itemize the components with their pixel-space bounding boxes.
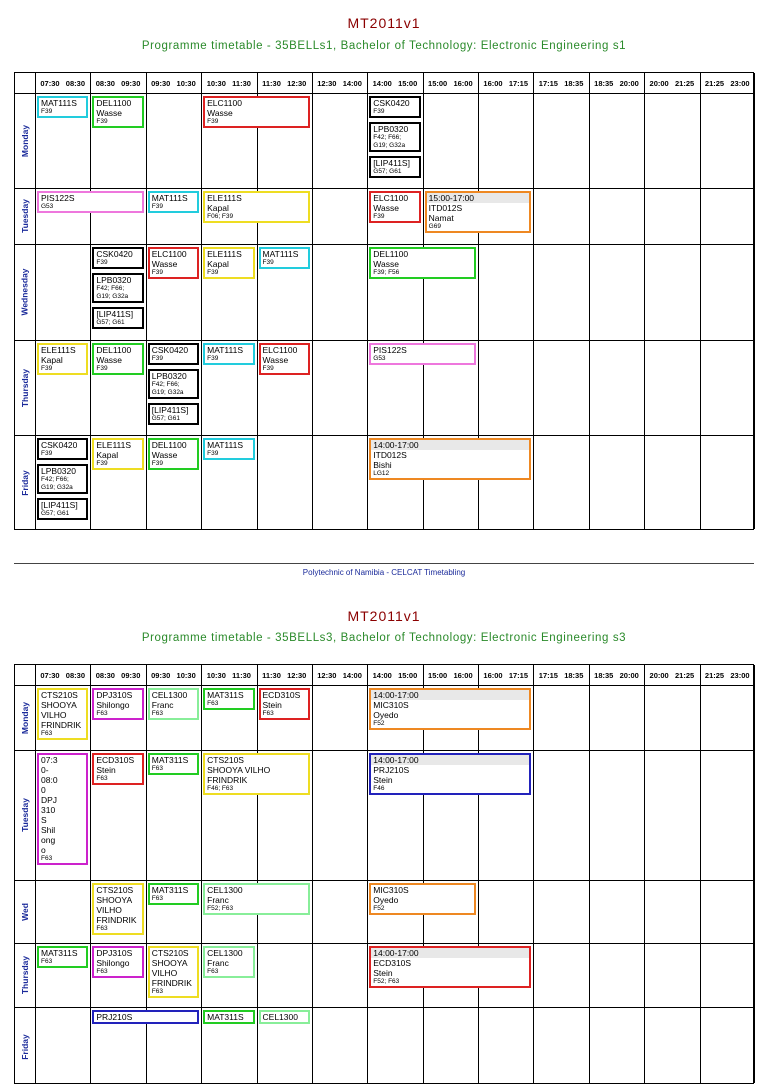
class-detail: VILHO (41, 710, 67, 720)
time-slot-header: 14:00 15:00 (372, 78, 418, 88)
class-block[interactable] (37, 464, 88, 494)
class-detail: ECD310S (262, 690, 301, 700)
class-block[interactable] (203, 753, 310, 795)
class-detail: DEL1100 (373, 249, 409, 259)
class-rooms: F39 (207, 450, 219, 457)
class-detail: FRINDRIK (207, 775, 248, 785)
class-rooms: F63 (96, 710, 108, 717)
class-detail: CSK0420 (96, 249, 133, 259)
class-block[interactable] (369, 753, 531, 795)
class-block[interactable] (203, 191, 310, 223)
class-rooms: F39 (41, 450, 53, 457)
class-block[interactable] (369, 883, 476, 915)
day-label: Tuesday (20, 199, 31, 233)
class-detail: CEL1300 (207, 948, 243, 958)
time-slot-header: 14:00 15:00 (372, 670, 418, 680)
class-rooms: F63 (96, 925, 108, 932)
class-rooms: F42; F66; G19; G32a (41, 476, 73, 491)
timetable-code-1: MT2011v1 (347, 15, 421, 31)
grid-column-line (35, 73, 36, 529)
class-rooms: G57; G61 (373, 168, 402, 175)
class-block[interactable] (203, 343, 254, 365)
class-detail: CSK0420 (373, 98, 410, 108)
class-detail: MAT111S (262, 249, 299, 259)
time-slot-header: 15:00 16:00 (428, 670, 473, 680)
class-detail: [LIP411S] (96, 309, 134, 319)
footer-credit: Polytechnic of Namibia - CELCAT Timetabling (302, 568, 466, 577)
class-block[interactable] (148, 247, 199, 279)
class-rooms: G57; G61 (41, 510, 70, 517)
class-detail: Wasse (151, 259, 178, 269)
class-detail: FRINDRIK (96, 915, 137, 925)
class-detail: ECD310S (373, 958, 412, 968)
time-slot-header: 17:15 18:35 (538, 670, 584, 680)
class-block[interactable] (203, 883, 310, 915)
class-detail: ECD310S (96, 755, 135, 765)
class-detail: Oyedo (373, 895, 399, 905)
class-detail: MAT311S (151, 885, 189, 895)
class-detail: DPJ310S (96, 948, 133, 958)
class-detail: Wasse (373, 203, 399, 213)
class-detail: Stein (96, 765, 116, 775)
class-rooms: F39 (373, 108, 385, 115)
day-row-line (15, 340, 753, 341)
class-block[interactable] (37, 498, 88, 520)
class-rooms: F63 (262, 710, 274, 717)
class-rooms: F39 (262, 259, 274, 266)
class-detail: 310 (41, 805, 56, 815)
day-label: Thursday (20, 955, 31, 995)
grid-column-line (90, 73, 91, 529)
class-rooms: F42; F66; G19; G32a (151, 381, 184, 396)
class-block[interactable] (259, 1010, 310, 1024)
class-detail: Kapal (41, 355, 63, 365)
class-detail: CTS210S (41, 690, 78, 700)
timetable-code-2: MT2011v1 (347, 608, 421, 624)
class-time: 15:00-17:00 (427, 193, 530, 203)
time-slot-header: 15:00 16:00 (428, 78, 473, 88)
class-detail: VILHO (96, 905, 122, 915)
class-block[interactable] (92, 946, 143, 978)
class-detail: PIS122S (41, 193, 75, 203)
class-rooms: G57; G61 (151, 415, 180, 422)
class-detail: Franc (207, 895, 229, 905)
class-rooms: F39 (151, 355, 163, 362)
class-time: 14:00-17:00 (371, 948, 529, 958)
time-slot-header: 17:15 18:35 (538, 78, 584, 88)
class-block[interactable] (148, 688, 199, 720)
day-row-line (15, 188, 753, 189)
class-block[interactable] (92, 753, 143, 785)
class-detail: Stein (373, 968, 393, 978)
class-rooms: F63 (151, 895, 163, 902)
class-rooms: F39 (96, 259, 108, 266)
class-block[interactable] (92, 307, 143, 329)
grid-column-line (312, 73, 313, 529)
class-block[interactable] (148, 343, 199, 365)
class-detail: DPJ (41, 795, 58, 805)
time-slot-header: 21:25 23:00 (704, 78, 750, 88)
class-rooms: F63 (96, 775, 108, 782)
class-detail: SHOOYA VILHO (207, 765, 271, 775)
day-label: Monday (20, 124, 30, 157)
grid-column-line (367, 73, 368, 529)
class-detail: SHOOYA (151, 958, 188, 968)
class-detail: LPB0320 (151, 371, 187, 381)
grid-column-line (201, 665, 202, 1083)
grid-column-line (257, 665, 258, 1083)
class-time: 14:00-17:00 (371, 440, 529, 450)
day-label: Wed (19, 902, 30, 921)
time-slot-header: 10:30 11:30 (206, 78, 251, 88)
grid-column-line (146, 73, 147, 529)
class-detail: LPB0320 (41, 466, 76, 476)
class-detail: Franc (151, 700, 174, 710)
class-detail: ELE111S (41, 345, 76, 355)
class-detail: [LIP411S] (373, 158, 410, 168)
page-divider (14, 563, 754, 564)
class-detail: PIS122S (373, 345, 407, 355)
class-time: 14:00-17:00 (371, 690, 529, 700)
class-rooms: G53 (41, 203, 54, 210)
class-rooms: F39 (262, 365, 274, 372)
timetable-grid-1 (14, 72, 754, 530)
day-label: Friday (20, 470, 31, 496)
class-detail: Shil (41, 825, 56, 835)
class-rooms: F63 (41, 730, 53, 737)
class-rooms: F39 (96, 460, 108, 467)
grid-column-line (90, 665, 91, 1083)
class-rooms: F39 (207, 118, 219, 125)
time-slot-header: 20:00 21:25 (649, 670, 695, 680)
class-rooms: F63 (96, 968, 108, 975)
class-rooms: G57; G61 (96, 319, 125, 326)
class-rooms: F63 (151, 765, 163, 772)
class-detail: [LIP411S] (151, 405, 189, 415)
class-block[interactable] (259, 343, 310, 375)
class-rooms: F63 (41, 958, 53, 965)
class-rooms: F52 (373, 905, 385, 912)
class-rooms: F42; F66; G19; G32a (96, 285, 129, 300)
class-detail: CTS210S (96, 885, 134, 895)
day-row-line (15, 750, 753, 751)
class-rooms: F46 (373, 785, 385, 792)
class-detail: 0- (41, 765, 49, 775)
class-block[interactable] (369, 122, 420, 152)
class-detail: FRINDRIK (151, 978, 192, 988)
class-rooms: F39 (96, 118, 108, 125)
class-block[interactable] (92, 1010, 199, 1024)
class-rooms: F52 (373, 720, 385, 727)
grid-column-line (754, 73, 755, 529)
class-detail: Wasse (207, 108, 233, 118)
class-detail: Wasse (96, 355, 123, 365)
class-detail: CSK0420 (41, 440, 78, 450)
grid-column-line (35, 665, 36, 1083)
class-rooms: F39 (207, 355, 219, 362)
class-detail: MIC310S (373, 885, 409, 895)
class-detail: PRJ210S (373, 765, 410, 775)
time-slot-header: 08:30 09:30 (95, 78, 141, 88)
class-detail: ELE111S (207, 193, 242, 203)
time-slot-header: 07:30 08:30 (40, 670, 85, 680)
grid-column-line (589, 73, 590, 529)
class-detail: CSK0420 (151, 345, 189, 355)
class-detail: MAT311S (207, 1012, 244, 1022)
class-block[interactable] (37, 688, 88, 740)
class-detail: ELE111S (96, 440, 132, 450)
class-block[interactable] (92, 247, 143, 269)
class-detail: Stein (262, 700, 282, 710)
class-detail: Wasse (262, 355, 289, 365)
class-detail: ELC1100 (151, 249, 187, 259)
day-label: Monday (20, 701, 30, 734)
time-slot-header: 11:30 12:30 (262, 670, 307, 680)
class-detail: CTS210S (151, 948, 189, 958)
class-rooms: F46; F63 (207, 785, 234, 792)
class-rooms: F06; F39 (207, 213, 234, 220)
class-block[interactable] (37, 191, 144, 213)
class-detail: CEL1300 (207, 885, 243, 895)
class-detail: Bishi (373, 460, 392, 470)
class-rooms: F39 (151, 269, 163, 276)
class-block[interactable] (92, 96, 143, 128)
class-block[interactable] (203, 946, 254, 978)
class-detail: ELC1100 (207, 98, 242, 108)
grid-column-line (700, 665, 701, 1083)
class-detail: Namat (428, 213, 454, 223)
grid-column-line (589, 665, 590, 1083)
time-slot-header: 12:30 14:00 (317, 78, 362, 88)
class-block[interactable] (148, 946, 199, 998)
grid-column-line (644, 73, 645, 529)
class-block[interactable] (37, 753, 88, 865)
class-detail: Kapal (207, 203, 229, 213)
class-block[interactable] (369, 438, 531, 480)
class-detail: Kapal (207, 259, 229, 269)
class-detail: MIC310S (373, 700, 409, 710)
class-detail: MAT111S (207, 345, 244, 355)
class-block[interactable] (203, 96, 310, 128)
class-rooms: F63 (41, 855, 53, 862)
day-row-line (15, 435, 753, 436)
class-block[interactable] (369, 946, 531, 988)
class-detail: LPB0320 (96, 275, 132, 285)
class-detail: VILHO (151, 968, 178, 978)
class-block[interactable] (148, 883, 199, 905)
class-block[interactable] (148, 403, 199, 425)
class-block[interactable] (92, 688, 143, 720)
class-detail: S (41, 815, 47, 825)
class-rooms: F39 (41, 108, 53, 115)
class-detail: DEL1100 (151, 440, 187, 450)
class-detail: Oyedo (373, 710, 399, 720)
class-block[interactable] (92, 273, 143, 303)
time-slot-header: 12:30 14:00 (317, 670, 362, 680)
class-detail: MAT111S (41, 98, 77, 108)
class-detail: Wasse (373, 259, 399, 269)
class-detail: 0 (41, 785, 46, 795)
class-detail: FRINDRIK (41, 720, 82, 730)
grid-column-line (533, 73, 534, 529)
class-block[interactable] (369, 688, 531, 730)
day-row-line (15, 943, 753, 944)
grid-column-line (257, 73, 258, 529)
class-rooms: F52; F63 (207, 905, 234, 912)
class-detail: o (41, 845, 46, 855)
class-detail: CEL1300 (151, 690, 188, 700)
class-detail: ong (41, 835, 56, 845)
class-rooms: F63 (207, 700, 219, 707)
header-row-line (15, 93, 753, 94)
class-block[interactable] (148, 753, 199, 775)
class-rooms: F63 (151, 710, 163, 717)
time-slot-header: 07:30 08:30 (40, 78, 85, 88)
grid-column-line (533, 665, 534, 1083)
class-rooms: F39 (207, 269, 219, 276)
grid-column-line (367, 665, 368, 1083)
class-block[interactable] (148, 191, 199, 213)
class-detail: MAT311S (41, 948, 78, 958)
class-detail: CEL1300 (262, 1012, 298, 1022)
grid-column-line (644, 665, 645, 1083)
class-rooms: F39 (373, 213, 385, 220)
class-detail: 07:3 (41, 755, 58, 765)
timetable-subtitle-2: Programme timetable - 35BELLs3, Bachelor of Technology: Electronic Engineering s3 (141, 632, 627, 644)
class-block[interactable] (37, 343, 88, 375)
class-detail: PRJ210S (96, 1012, 133, 1022)
class-block[interactable] (37, 96, 88, 118)
grid-column-line (700, 73, 701, 529)
day-label: Tuesday (20, 798, 31, 832)
class-time: 14:00-17:00 (371, 755, 529, 765)
class-rooms: F42; F66; G19; G32a (373, 134, 406, 149)
class-block[interactable] (369, 247, 476, 279)
class-rooms: G53 (373, 355, 386, 362)
class-block[interactable] (425, 191, 532, 233)
class-block[interactable] (203, 438, 254, 460)
class-block[interactable] (37, 438, 88, 460)
class-detail: MAT311S (151, 755, 189, 765)
time-slot-header: 08:30 09:30 (95, 670, 141, 680)
class-detail: Wasse (151, 450, 178, 460)
time-slot-header: 10:30 11:30 (206, 670, 251, 680)
class-detail: LPB0320 (373, 124, 409, 134)
class-block[interactable] (92, 343, 143, 375)
class-block[interactable] (203, 247, 254, 279)
class-block[interactable] (92, 438, 143, 470)
class-block[interactable] (148, 369, 199, 399)
timetable-subtitle-1: Programme timetable - 35BELLs1, Bachelor of Technology: Electronic Engineering s1 (141, 40, 627, 52)
class-detail: Franc (207, 958, 229, 968)
class-block[interactable] (37, 946, 88, 968)
class-rooms: F39; F56 (373, 269, 400, 276)
class-detail: SHOOYA (41, 700, 77, 710)
day-label: Friday (20, 1034, 31, 1060)
class-rooms: LG12 (373, 470, 390, 477)
class-rooms: F39 (151, 203, 163, 210)
day-label: Wednesday (20, 268, 30, 316)
class-detail: ITD012S (373, 450, 407, 460)
class-detail: ELC1100 (262, 345, 298, 355)
day-row-line (15, 244, 753, 245)
header-row-line (15, 685, 753, 686)
time-slot-header: 21:25 23:00 (704, 670, 750, 680)
class-detail: ELE111S (207, 249, 242, 259)
time-slot-header: 09:30 10:30 (151, 78, 196, 88)
class-detail: DEL1100 (96, 345, 132, 355)
time-slot-header: 20:00 21:25 (649, 78, 695, 88)
time-slot-header: 18:35 20:00 (594, 78, 639, 88)
class-block[interactable] (369, 156, 420, 178)
class-block[interactable] (203, 1010, 254, 1024)
class-detail: Shilongo (96, 958, 130, 968)
class-detail: ELC1100 (373, 193, 409, 203)
class-detail: SHOOYA (96, 895, 133, 905)
class-detail: MAT111S (151, 193, 188, 203)
time-slot-header: 09:30 10:30 (151, 670, 196, 680)
class-detail: DPJ310S (96, 690, 133, 700)
class-block[interactable] (259, 688, 310, 720)
class-rooms: F39 (151, 460, 163, 467)
class-block[interactable] (203, 688, 254, 710)
class-detail: Stein (373, 775, 393, 785)
day-row-line (15, 880, 753, 881)
day-row-line (15, 1007, 753, 1008)
class-detail: [LIP411S] (41, 500, 78, 510)
class-block[interactable] (369, 191, 420, 223)
class-detail: Kapal (96, 450, 119, 460)
class-rooms: F52; F63 (373, 978, 400, 985)
grid-column-line (754, 665, 755, 1083)
class-detail: MAT311S (207, 690, 244, 700)
class-block[interactable] (148, 438, 199, 470)
class-detail: ITD012S (428, 203, 463, 213)
class-detail: Shilongo (96, 700, 130, 710)
class-detail: DEL1100 (96, 98, 132, 108)
class-rooms: F63 (207, 968, 219, 975)
grid-column-line (312, 665, 313, 1083)
time-slot-header: 16:00 17:15 (483, 78, 529, 88)
class-rooms: F39 (41, 365, 53, 372)
class-rooms: G69 (428, 223, 441, 230)
timetable-grid-2 (14, 664, 754, 1084)
class-block[interactable] (369, 96, 420, 118)
class-rooms: F39 (96, 365, 108, 372)
time-slot-header: 18:35 20:00 (594, 670, 639, 680)
class-block[interactable] (92, 883, 143, 935)
class-rooms: F63 (151, 988, 163, 995)
class-detail: CTS210S (207, 755, 244, 765)
class-detail: 08:0 (41, 775, 58, 785)
time-slot-header: 16:00 17:15 (483, 670, 529, 680)
class-block[interactable] (369, 343, 476, 365)
class-detail: Wasse (96, 108, 123, 118)
grid-column-line (201, 73, 202, 529)
day-label: Thursday (20, 368, 31, 407)
class-detail: MAT111S (207, 440, 244, 450)
time-slot-header: 11:30 12:30 (262, 78, 307, 88)
class-block[interactable] (259, 247, 310, 269)
